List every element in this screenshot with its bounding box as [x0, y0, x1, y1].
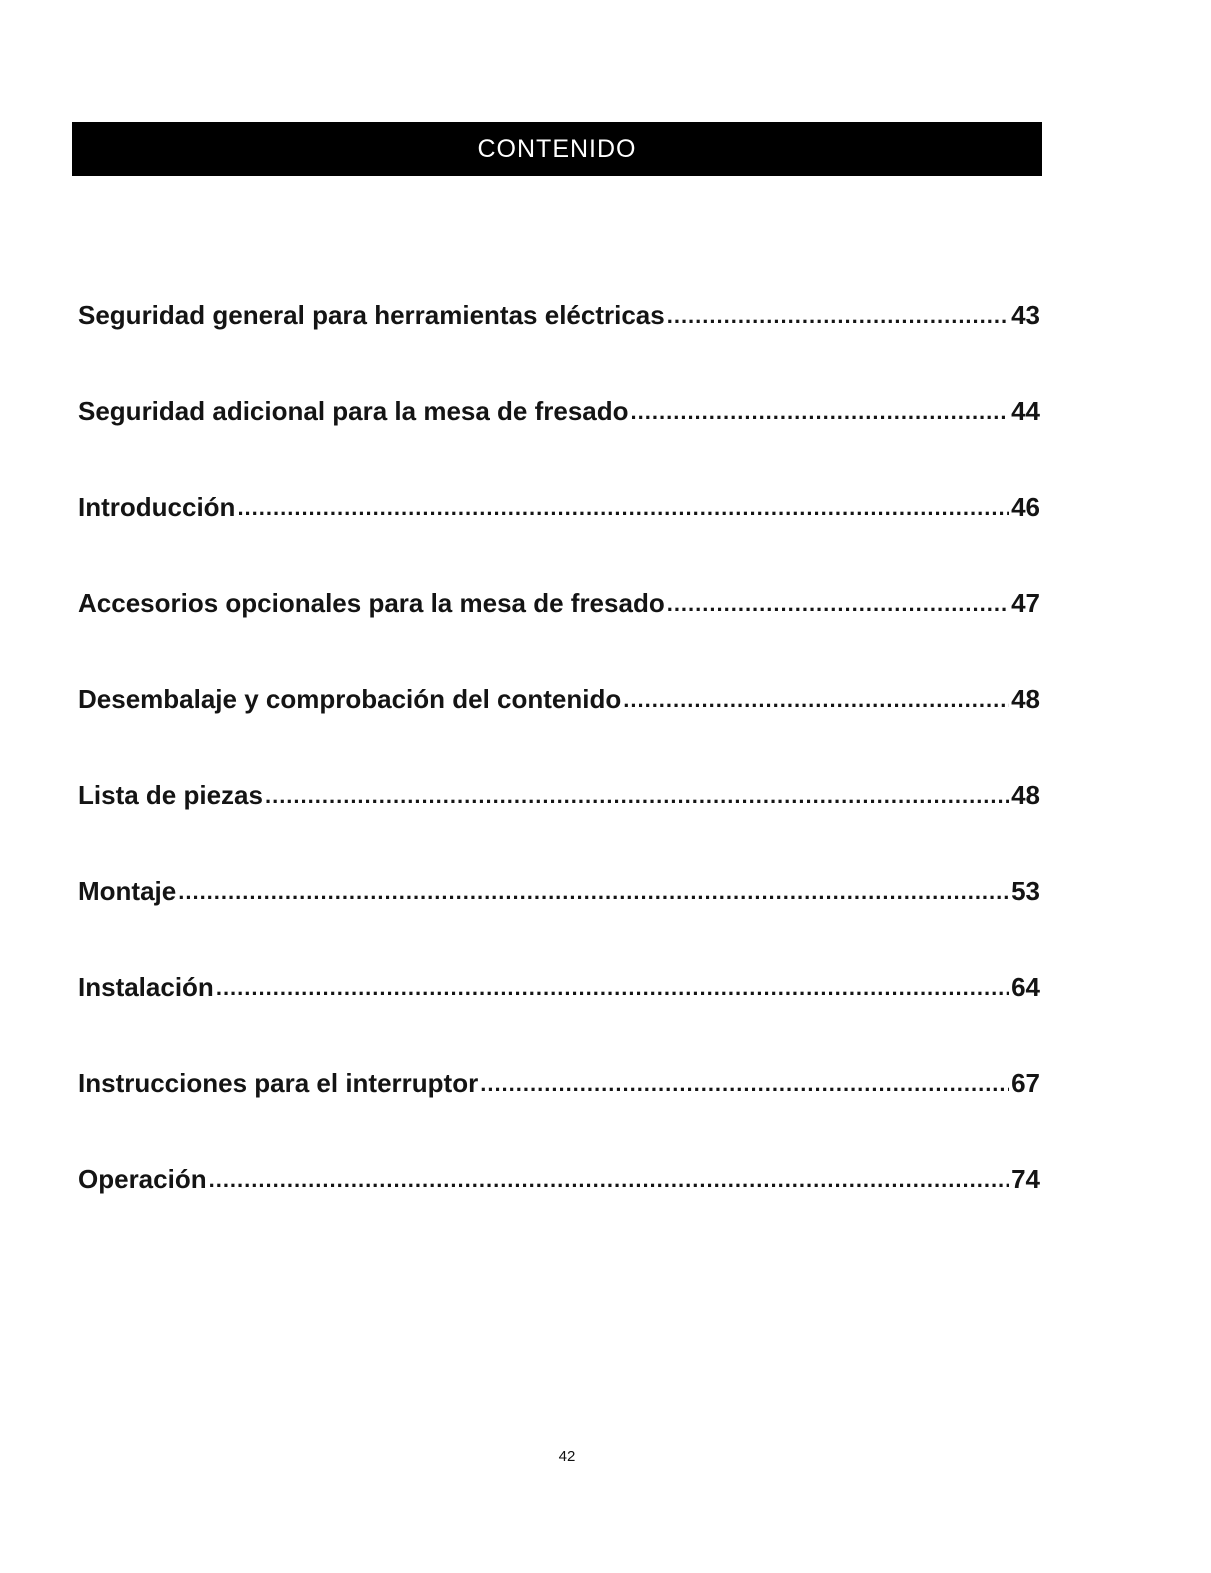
- toc-entry-title: Accesorios opcionales para la mesa de fresado: [78, 588, 665, 618]
- toc-dot-leader: [667, 587, 1009, 618]
- toc-entry-page: 46: [1011, 492, 1040, 522]
- toc-entry-title: Seguridad adicional para la mesa de fresado: [78, 396, 629, 426]
- toc-entry-title: Seguridad general para herramientas eléctricas: [78, 300, 665, 330]
- toc-entry[interactable]: [78, 1164, 1040, 1260]
- toc-dot-leader: [209, 1163, 1009, 1194]
- toc-entry-page: 43: [1011, 300, 1040, 330]
- table-of-contents: [78, 300, 1040, 1260]
- toc-entry-page: 48: [1011, 684, 1040, 714]
- toc-entry[interactable]: [78, 876, 1040, 972]
- toc-entry-page: 48: [1011, 780, 1040, 810]
- toc-dot-leader: [265, 779, 1009, 810]
- toc-entry[interactable]: [78, 972, 1040, 1068]
- toc-entry[interactable]: [78, 492, 1040, 588]
- toc-entry[interactable]: [78, 588, 1040, 684]
- toc-entry-page: 74: [1011, 1164, 1040, 1194]
- toc-dot-leader: [623, 683, 1009, 714]
- toc-dot-leader: [216, 971, 1009, 1002]
- toc-entry-title: Introducción: [78, 492, 236, 522]
- toc-entry[interactable]: [78, 396, 1040, 492]
- toc-dot-leader: [631, 395, 1010, 426]
- toc-entry-title: Instrucciones para el interruptor: [78, 1068, 479, 1098]
- toc-entry[interactable]: [78, 780, 1040, 876]
- header-bar: [72, 122, 1042, 176]
- toc-entry-title: Desembalaje y comprobación del contenido: [78, 684, 622, 714]
- toc-entry-title: Montaje: [78, 876, 177, 906]
- page-title: CONTENIDO: [477, 134, 637, 163]
- toc-entry-page: 53: [1011, 876, 1040, 906]
- toc-entry-page: 47: [1011, 588, 1040, 618]
- toc-dot-leader: [178, 875, 1009, 906]
- toc-entry-page: 44: [1011, 396, 1040, 426]
- toc-entry-page: 64: [1011, 972, 1040, 1002]
- toc-dot-leader: [667, 299, 1009, 330]
- page-number: 42: [558, 1448, 576, 1465]
- toc-dot-leader: [480, 1067, 1009, 1098]
- toc-entry-page: 67: [1011, 1068, 1040, 1098]
- toc-entry-title: Lista de piezas: [78, 780, 263, 810]
- toc-entry[interactable]: [78, 300, 1040, 396]
- toc-entry-title: Operación: [78, 1164, 207, 1194]
- toc-entry-title: Instalación: [78, 972, 214, 1002]
- toc-entry[interactable]: [78, 1068, 1040, 1164]
- toc-dot-leader: [237, 491, 1009, 522]
- toc-entry[interactable]: [78, 684, 1040, 780]
